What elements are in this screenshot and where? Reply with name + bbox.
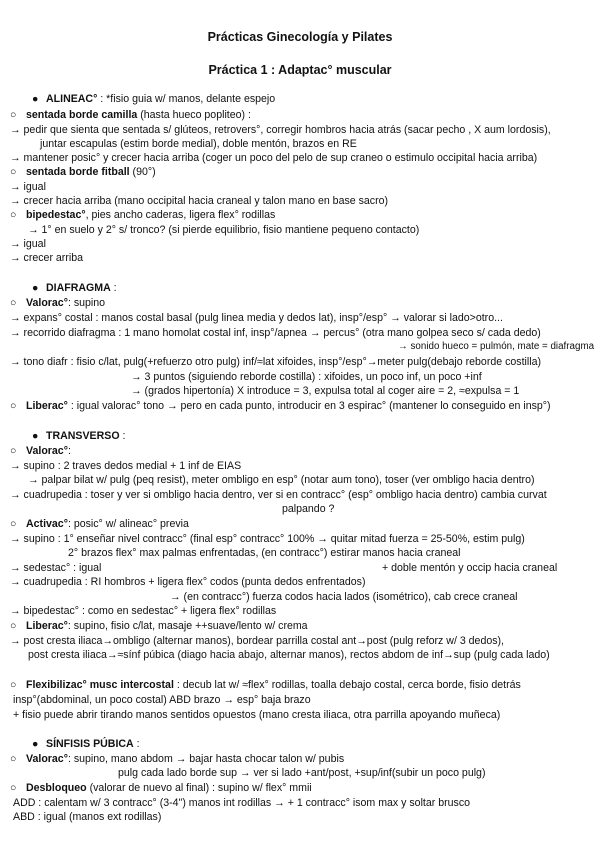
list-item: ○ sentada borde camilla (hasta hueco popliteo) : (10, 109, 251, 121)
text-line: → post cresta iliaca→ombligo (alternar manos), bordear parrilla costal ant→post (pulg reforz w/ 3 dedos), (10, 635, 505, 647)
text-line: → mantener posic° y crecer hacia arriba (coger un poco del pelo de sup craneo o estimulo occipital hacia arriba) (10, 152, 538, 164)
text-line: → (grados hipertonía) X introduce = 3, expulsa total al coger aire = 2, ≈expulsa = 1 (131, 385, 520, 397)
text-line: → bipedestac° : como en sedestac° + ligera flex° rodillas (10, 605, 277, 617)
bullet-circle: ○ (10, 518, 17, 530)
text-line: + doble mentón y occip hacia craneal (382, 562, 558, 574)
bullet-circle: ○ (10, 679, 17, 691)
text-line: → crecer hacia arriba (mano occipital hacia craneal y talon mano en base sacro) (10, 195, 389, 207)
list-item: ○ bipedestac°, pies ancho caderas, ligera flex° rodillas (10, 209, 276, 221)
text-line: → pedir que sienta que sentada s/ glúteos, retrovers°, corregir hombros hacia atrás (sacar pecho , X aum lordosis), (10, 124, 551, 136)
text-line: ABD : igual (manos ext rodillas) (13, 811, 162, 823)
text-line: → sedestac° : igual (10, 562, 102, 574)
text-line: → palpar bilat w/ pulg (peq resist), meter ombligo en esp° (notar aum tono), toser (ver ombligo hacia dentro) (28, 474, 535, 486)
bullet-circle: ○ (10, 209, 17, 221)
list-item: ○ Valorac°: supino (10, 297, 106, 309)
list-item: ○ Liberac° : igual valorac° tono → pero en cada punto, introducir en 3 espirac° (mantener lo conseguido en insp°) (10, 400, 551, 412)
bullet-dot: ● (32, 282, 39, 294)
text-line: → recorrido diafragma : 1 mano homolat costal inf, insp°/apnea → percus° (otra mano golpea seco s/ cada dedo) (10, 327, 541, 339)
text-line: palpando ? (282, 503, 335, 515)
text-line: post cresta iliaca→≈sínf púbica (diago hacia abajo, alternar manos), rectos abdom de inf→sup (pulg cada lado) (28, 649, 550, 661)
bullet-dot: ● (32, 738, 39, 750)
text-line: 2° brazos flex° max palmas enfrentadas, (en contracc°) estirar manos hacia craneal (68, 547, 461, 559)
list-item: ○ Desbloqueo (valorar de nuevo al final) : supino w/ flex° mmii (10, 782, 312, 794)
section-transverso-heading: ● TRANSVERSO : (32, 430, 126, 442)
text-line: → (en contracc°) fuerza codos hacia lados (isométrico), cab crece craneal (170, 591, 518, 603)
text-line: → cuadrupedia : toser y ver si ombligo hacia dentro, ver si en contracc° (esp° ombligo hacia dentro) cambia curvat (10, 489, 547, 501)
text-line: → igual (10, 238, 46, 250)
document-title: Prácticas Ginecología y Pilates (207, 30, 393, 44)
text-line: → tono diafr : fisio c/lat, pulg(+refuerzo otro pulg) inf/≈lat xifoides, insp°/esp°→meter pulg(debajo reborde costilla) (10, 356, 541, 368)
list-item: ○ Liberac°: supino, fisio c/lat, masaje ++suave/lento w/ crema (10, 620, 308, 632)
bullet-circle: ○ (10, 166, 17, 178)
text-line: + fisio puede abrir tirando manos sentidos opuestos (mano cresta iliaca, otra parrilla apoyando muñeca) (13, 709, 501, 721)
text-line: → sonido hueco = pulmón, mate = diafragma (398, 341, 595, 352)
list-item: ○ Valorac°: (10, 445, 71, 457)
text-line: → cuadrupedia : RI hombros + ligera flex° codos (punta dedos enfrentados) (10, 576, 366, 588)
bullet-circle: ○ (10, 620, 17, 632)
list-item: ○ Activac°: posic° w/ alineac° previa (10, 518, 189, 530)
text-line: → supino : 2 traves dedos medial + 1 inf de EIAS (10, 460, 242, 472)
document-subtitle: Práctica 1 : Adaptac° muscular (208, 63, 392, 77)
bullet-circle: ○ (10, 753, 17, 765)
section-flexibilizacion-heading: ○ Flexibilizac° musc intercostal : decub lat w/ ≈flex° rodillas, toalla debajo costal, cerca borde, fisio detrás (10, 679, 521, 691)
text-line: ADD : calentam w/ 3 contracc° (3-4") manos int rodillas → + 1 contracc° isom max y soltar brusco (13, 797, 471, 809)
text-line: → igual (10, 181, 46, 193)
bullet-circle: ○ (10, 445, 17, 457)
text-line: pulg cada lado borde sup → ver si lado +ant/post, +sup/inf(subir un poco pulg) (118, 767, 486, 779)
list-item: ○ sentada borde fitball (90°) (10, 166, 156, 178)
section-diafragma-heading: ● DIAFRAGMA : (32, 282, 117, 294)
bullet-circle: ○ (10, 109, 17, 121)
bullet-circle: ○ (10, 400, 17, 412)
text-line: juntar escapulas (estim borde medial), doble mentón, brazos en RE (40, 138, 357, 150)
bullet-circle: ○ (10, 297, 17, 309)
bullet-circle: ○ (10, 782, 17, 794)
bullet-dot: ● (32, 430, 39, 442)
list-item: ○ Valorac°: supino, mano abdom → bajar hasta chocar talon w/ pubis (10, 753, 345, 765)
text-line: insp°(abdominal, un poco costal) ABD brazo → esp° baja brazo (13, 694, 311, 706)
section-sinfisis-heading: ● SÍNFISIS PÚBICA : (32, 738, 140, 750)
text-line: → expans° costal : manos costal basal (pulg linea media y dedos lat), insp°/esp° → valorar si lado>otro... (10, 312, 503, 324)
bullet-dot: ● (32, 93, 39, 105)
section-alineacion-heading: ● ALINEAC° : *fisio guia w/ manos, delante espejo (32, 93, 276, 105)
text-line: → 3 puntos (siguiendo reborde costilla) : xifoides, un poco inf, un poco +inf (131, 371, 482, 383)
text-line: → 1° en suelo y 2° s/ tronco? (si pierde equilibrio, fisio mantiene pequeno contacto) (28, 224, 420, 236)
text-line: → crecer arriba (10, 252, 83, 264)
text-line: → supino : 1° enseñar nivel contracc° (final esp° contracc° 100% → quitar mitad fuerza = 25-50%, estim pulg) (10, 533, 525, 545)
